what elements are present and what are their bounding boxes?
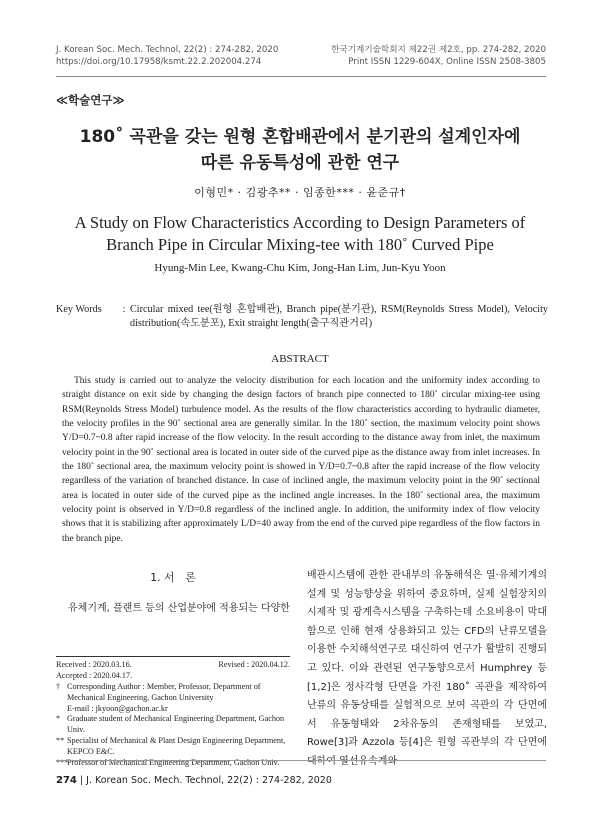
title-korean-line1: 180˚ 곡관을 갖는 원형 혼합배관에서 분기관의 설계인자에: [79, 127, 521, 147]
issn-info: Print ISSN 1229-604X, Online ISSN 2508-3805: [348, 57, 546, 67]
footnote-mark: **: [56, 735, 65, 745]
author-footnotes: [56, 682, 290, 768]
header-divider: [56, 76, 546, 77]
footnote-mark: *: [56, 714, 61, 724]
footnote-mark: [56, 704, 67, 715]
keywords-text: Circular mixed tee(원형 혼합배관), Branch pipe(분기관), RSM(Reynolds Stress Model), Velocity distribution(속도분포), Exit straight length(출구직관거리): [130, 304, 548, 329]
received-date: Received : 2020.03.16.: [56, 660, 132, 669]
left-column: [56, 570, 290, 614]
footer-separator: |: [79, 775, 84, 786]
footnote-corresponding: [56, 682, 290, 704]
footer-journal: J. Korean Soc. Mech. Technol, 22(2) : 274-282, 2020: [86, 775, 332, 786]
footnote-text[interactable]: E-mail : jkyoon@gachon.ac.kr: [67, 703, 168, 713]
journal-citation-ko: 한국기계기술학회지 제22권 제2호, pp. 274-282, 2020: [331, 45, 546, 55]
footnote-text: Professor of Mechanical Engineering Department, Gachon Univ.: [67, 757, 280, 767]
section-heading-introduction: 1. 서 론: [150, 571, 196, 584]
authors-english: Hyung-Min Lee, Kwang-Chu Kim, Jong-Han Lim, Jun-Kyu Yoon: [154, 262, 446, 274]
abstract-heading: ABSTRACT: [271, 353, 329, 365]
footnote-text: Graduate student of Mechanical Engineering Department, Gachon Univ.: [67, 714, 285, 735]
keywords: [56, 303, 548, 331]
title-english: [0, 212, 600, 256]
title-korean-line2: 따른 유동특성에 관한 연구: [200, 153, 400, 173]
keywords-colon: :: [122, 304, 126, 315]
title-korean: [0, 124, 600, 176]
authors-korean: 이형민* · 김광추** · 임종한*** · 윤준규†: [194, 186, 406, 199]
title-english-line2: Branch Pipe in Circular Mixing-tee with 180˚ Curved Pipe: [106, 235, 494, 254]
footnote-email: [56, 704, 290, 715]
footnote-text: Specialist of Mechanical & Plant Design Engineering Department, KEPCO E&C.: [67, 735, 286, 756]
introduction-text-right: 배관시스템에 관한 관내부의 유동해석은 열·유체기계의 설계 및 성능향상을 위하여 중요하며, 실제 실험장치의 시제작 및 광계측시스템을 구축하는데 소요비용이 막대함으로 인해 현재 상용화되고 있는 CFD의 난류모델을 이용한 수치해석연구로 대신하여 연구가 활발히 진행되고 있다. 이와 관련된 연구동향으로서 Humphrey 등[1,2]은 정사각형 단면을 가진 180˚ 곡관을 제작하여 난류의 유동상태를 실험적으로 보여 곡관의 각 단면에서 유동형태와 2차유동의 존재형태를 보였고, Rowe[3]과 Azzola 등[4]은 원형 곡관부의 각 단면에 대하여 열선유속계와: [307, 570, 547, 767]
accepted-date: Accepted : 2020.04.17.: [56, 670, 133, 680]
title-english-line1: A Study on Flow Characteristics According to Design Parameters of: [74, 213, 526, 232]
footnote-divider: [56, 656, 290, 657]
doi-link[interactable]: https://doi.org/10.17958/ksmt.22.2.202004.274: [56, 57, 262, 67]
footnote-mark: †: [56, 682, 61, 691]
page-footer: [56, 775, 332, 786]
abstract-body: This study is carried out to analyze the velocity distribution for each location and the uniformity index according to straight distance on exit side by changing the design factors of branch pipe connected to 180˚ circular mixing-tee using RSM(Reynolds Stress Model) turbulence model. As the results of the flow characteristics according to hydraulic diameter, the velocity profiles in the 90˚ sectional area are generally similar. In the 180˚ section, the maximum velocity point shows Y/D=0.7~0.8 after rapid increase of the flow velocity. In the result according to the distance away from inlet, the maximum velocity point in the 90˚ sectional area is located in outer side of the curved pipe as the distance away from inlet increases. In the 180˚ sectional area, the maximum velocity point is showed in Y/D=0.7~0.8 after the rapid increase of the flow velocity regardless of the variation of branched distance. In case of inclined angle, the maximum velocity point in the 90˚ sectional area is located in outer side of the curved pipe as the inclined angle increases. In the 180˚ sectional area, the maximum velocity point is observed in Y/D=0.8 regardless of the inclined angle. In addition, the uniformity index of flow velocity shows that it is stabilizing after approximately L/D=40 away from the end of the curved pipe regardless of the flow factors in the branch pipe.: [62, 376, 540, 544]
journal-citation: J. Korean Soc. Mech. Technol, 22(2) : 274-282, 2020: [56, 45, 279, 55]
footnote-mark: ***: [56, 757, 69, 767]
journal-header-left: [56, 44, 278, 68]
footnote-text: Corresponding Author : Member, Professor, Department of Mechanical Engineering, Gachon University: [67, 682, 261, 702]
page-number: 274: [56, 775, 77, 786]
revised-date: Revised : 2020.04.12.: [218, 660, 290, 669]
introduction-text-left: 유체기계, 플랜트 등의 산업분야에 적용되는 다양한: [68, 603, 290, 614]
footer-divider: [56, 760, 546, 761]
journal-header-right: [331, 44, 546, 68]
manuscript-dates: [56, 660, 290, 682]
article-category: ≪학술연구≫: [56, 93, 125, 107]
keywords-label: Key Words: [56, 304, 102, 315]
footnote-author-1: [56, 714, 290, 736]
footnote-author-2: [56, 736, 290, 758]
